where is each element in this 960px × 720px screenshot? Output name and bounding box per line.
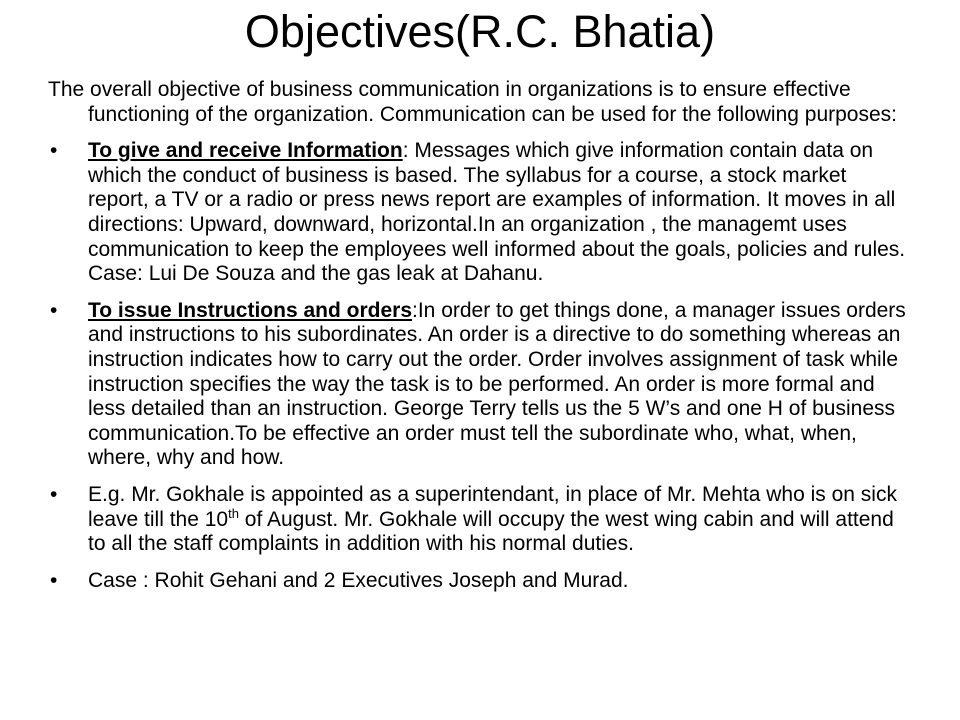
ordinal-superscript: th xyxy=(228,505,239,521)
bullet-text-case: Case : Rohit Gehani and 2 Executives Joseph and Murad. xyxy=(88,568,629,592)
bullet-list xyxy=(48,139,908,593)
intro-paragraph: The overall objective of business communication in organizations is to ensure effective functioning of the organization. Communication can be used for the following purposes: xyxy=(48,78,897,126)
slide-title: Objectives(R.C. Bhatia) xyxy=(244,6,716,57)
bullet-icon: • xyxy=(50,568,58,592)
bullet-instructions xyxy=(48,299,908,471)
bullet-icon: • xyxy=(50,139,58,163)
bullet-text-example-after: of August. Mr. Gokhale will occupy the west wing cabin and will attend to all the staff complaints in addition with his normal duties. xyxy=(88,507,894,556)
bullet-information xyxy=(48,139,908,287)
bullet-example xyxy=(48,483,908,557)
bullet-heading-information: To give and receive Information xyxy=(88,139,403,163)
bullet-text-instructions: :In order to get things done, a manager issues orders and instructions to his subordinates. An order is a directive to do something whereas an instruction indicates how to carry out the order. Order involves assignment of task while instruction specifies the way the task is to be performed. An order is more formal and less detailed than an instruction. George Terry tells us the 5 W’s and one H of business communication.To be effective an order must tell the subordinate who, what, when, where, why and how. xyxy=(88,298,906,470)
bullet-icon: • xyxy=(50,298,58,322)
bullet-icon: • xyxy=(50,482,58,506)
bullet-heading-instructions: To issue Instructions and orders xyxy=(88,298,413,322)
slide-content xyxy=(48,78,908,605)
bullet-case xyxy=(48,569,908,594)
bullet-text-example-before: E.g. Mr. Gokhale is appointed as a superintendant, in place of Mr. Mehta who is on sick leave till the 10 xyxy=(88,482,897,531)
bullet-text-information: : Messages which give information contain data on which the conduct of business is based. The syllabus for a course, a stock market report, a TV or a radio or press news report are examples of information. It moves in all directions: Upward, downward, horizontal.In an organization , the managemt uses communication to keep the employees well informed about the goals, policies and rules. Case: Lui De Souza and the gas leak at Dahanu. xyxy=(88,139,906,286)
